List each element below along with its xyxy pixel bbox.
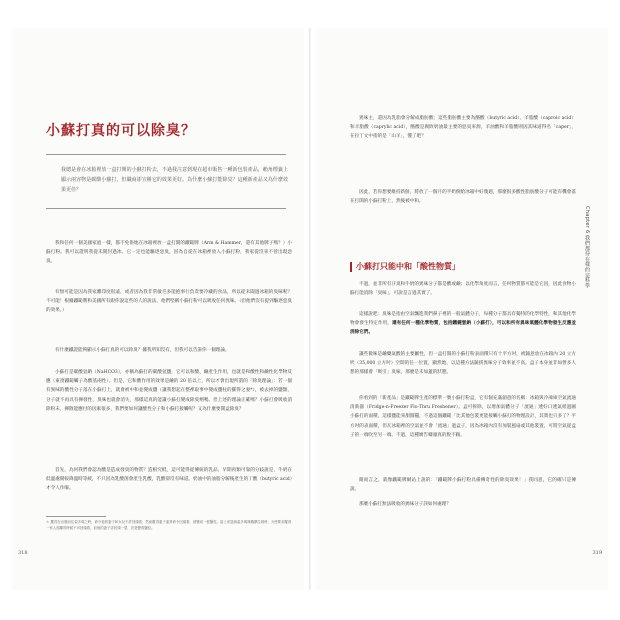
- chapter-title: 小蘇打真的可以除臭？: [46, 123, 196, 139]
- body-paragraph: 我和任何一個美國家庭一樣，都不免俗地在冰箱裡放一盒打開的鐵鎚牌（Arm & Hammer，還有其他牌子嗎？）小蘇打粉。我可以證明我從未開封過冰、它一定也能驅逐惡臭，因為自從在冰箱裡放入小蘇打粉，我家從沒來不曾出現惡臭。: [46, 241, 292, 265]
- title-rule-bottom: [46, 208, 286, 209]
- title-rule-top: [46, 154, 286, 155]
- lead-question: 我總是會在冰箱裡放一盒打開的小蘇打粉去，不過我注意到現在超市販售一種新包裝產品，賴角標籤上顯示兩容物是碳酸小蘇打，但職商卻宣稱它的效果更好。為什麼小蘇打能除臭？這種新產品又為什麼效果更佳？: [61, 167, 288, 193]
- book-gutter: [309, 28, 311, 590]
- body-paragraph: 有無可能是因為我家離印度很遠，或者因為我非常敏毛多能抱事行負責要冷藏的食品，所以從未聞過冰箱的臭味呢？不可能！根據鐵鎚牌和美國所有跟你說這些的人的說法，他們堅稱小蘇打粉可以吸收任何異味。（但他們沒有提到驅逐惡臭的效果。）: [46, 290, 292, 314]
- body-paragraph: 有什麼鐵證能夠顯示小蘇打真的可以除臭？據我所知沒有，但我可以告訴你一個理論。: [55, 348, 230, 353]
- body-paragraph: 小蘇打是碳酸氫鈉（NaHCO3），亦稱為蘇打的碳酸氫鹽，它可以和酸、鹼產生作用，也就是和酸性和鹼性化學物反應（東窗鐵鎚觸子為酸基兩性）。但是，它和酸作用的效果是鹼的 20 倍以上，所以才會出現所謂的「除臭理論」：若一個有異味的酸性分子落在小蘇打上，就會被中和並變成鹽（讓我想起在整裡取事中變成鹽柱的羅得之妻*），被去掉的鹽類，分子就不再具有揮發性，臭味也就會消失，那樣這真的能讓小蘇打變成除臭劑嗎。但上述的理論正確嗎？小蘇打會吸收消除粉末，揮散能應付的因素很多，我們要如何讓酸性分子和小蘇打接觸呢？又為什麼要開盒除臭？: [46, 370, 292, 412]
- page-number: 318: [18, 550, 28, 556]
- right-page: [316, 28, 608, 590]
- body-paragraph: 因此，若你想要維持新鮮，將放了一個月的半奶倒給冰箱中好幾週，那麼很多酸性脂肪酸分子可能有機會落在打開的小蘇打粉上，然後被中和。: [350, 190, 576, 205]
- body-paragraph: 你看到的「新產品」是鐵鎚牌生產的標準一號小蘇打粉盒，它有個充滿創意的名稱：冰箱與冷凍庫空氣流通清新器（Fridge-n-Freezer Flo-Thru Freshener）。盒可拆除，以增加氣體分子「流通」透好口透氣紙過圖小蘇打的面積，這樣鹽能來甜圓罷，不過這個鐵鎚「比其他包裝更能接觸小蘇打的物理設計，其實也只多了？平方吋的表面積，但瓦冰箱裡的空氣並不會「流通」過盒子，因為冰箱內沒有加裝風扇或其他裝置，可將空氣從盒子的一端吹至另一端。不過，這種廣告噱頭真的脫不賴。: [350, 396, 576, 438]
- page-number: 319: [592, 550, 602, 556]
- body-paragraph: 簡而言之，就像鐵鎚牌網站上說的：「鐵鎚牌小蘇打粉具備傳奇性的除臭效果！」我同意，它的確只是傳說。: [350, 478, 576, 493]
- section-subhead: 小蘇打只能中和「酸性物質」: [356, 261, 460, 271]
- body-paragraph: 這樣說吧：臭味是指由空氣飄進我們鼻子裡的一般氣體分子，每種分子都具有獨特的化學特性，和其他化學物會發生特定作用，還有任何一種化學物質，包括鐵鏈氫鈉（小蘇打），可以和所有異味氣體化學物發生反應並消除它們。: [350, 312, 576, 336]
- subhead-marker: [350, 262, 352, 272]
- chapter-side-tab: [582, 206, 594, 341]
- footnote: ＊ 羅得在出發前往索多瑪之時，命令他的妻子和女兒不許回頭看，然而羅得妻子違背命令回頭看，被變成一根鹽柱。當上帝毀滅索多瑪與蛾摩拉城時，天使要求羅得一家人逃離的時候不可回頭看，但他的妻子卻回頭一望，於是變成鹽柱。: [46, 520, 292, 530]
- left-page: [12, 28, 304, 590]
- body-paragraph: 不過，並非所有汗臭和牛奶的異味分子都是酸或鹼；以化學角度而言，任何物質都可能是它因，因此食物小蘇打能消除「臭味」，可說是言過其實了。: [350, 282, 576, 297]
- body-paragraph: 讓些微味是鹼藥氣酸的主要屬性，但一盒打開的小蘇打粉表面積只有十平方吋，被隨意放在冰箱內 20 立方呎（35,000 立方吋）空間的任一位置，顯然地，以這種方法隨援異味分子效率並不高。盒子本身並非如營多人想的那樣會「吸引」臭味，那麼是未加蓋的狀態。: [350, 352, 576, 376]
- emphasis-text: 還有任何一種化學物質，包括鐵鏈氫鈉（小蘇打），可以和所有異味氣體化學物發生反應並消除它們。: [350, 321, 576, 336]
- body-paragraph: 首先，為何我們會認為酸是造成發臭的物質？造根究柢，這可能得從傳統的乳品、早期肉類可靠的分歧說是，牛奶在低溫處開較降溫時等緩，不只因為乳酸菌會產生乳酸，乳酸卻沒有味道。奶油中的油脂分解後產生的丁酸（butyric acid）才令人作嘔。: [46, 468, 292, 492]
- body-paragraph: 異味主，還因為乳脂會分解成脂肪酸；這些脂肪酸主要為酪酸（butyric acid）、羊脂酸（caproic acid）和羊脂酸（caprylic acid），酪酸是腐敗奶油最主要的惡臭來源，羊油酸和羊脂酸則因其味道得名「caper」，在拉丁文中指的是「山羊」，懂了吧？: [350, 116, 576, 140]
- chapter-side-label: Chapter 6 我們都待在樣的這科學: [584, 206, 590, 289]
- body-paragraph: 那麼小蘇打無法吸收的異味分子該如何處理？: [359, 502, 451, 507]
- footnote-rule: [46, 516, 106, 517]
